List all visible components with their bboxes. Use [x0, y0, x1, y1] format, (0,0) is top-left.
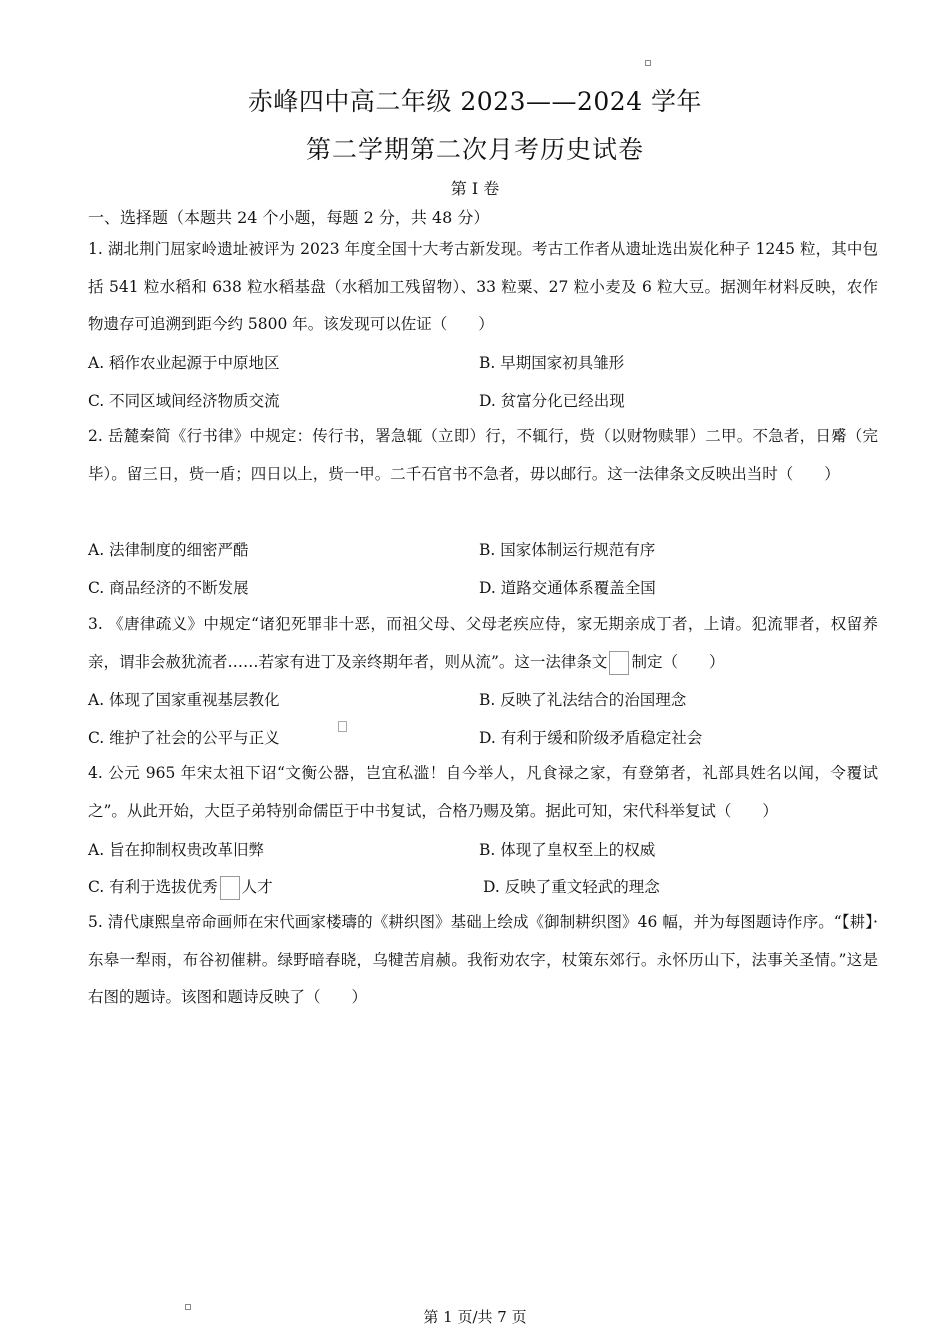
question-4-option-c[interactable] [88, 875, 273, 900]
question-1-option-d[interactable]: D. 贫富分化已经出现 [479, 392, 625, 410]
question-3-option-b[interactable]: B. 反映了礼法结合的治国理念 [479, 691, 687, 709]
question-1-option-b[interactable]: B. 早期国家初具雏形 [479, 354, 625, 372]
scan-artifact-mark [645, 60, 651, 66]
scan-artifact-box [338, 721, 347, 732]
question-2-stem: 2. 岳麓秦简《行书律》中规定：传行书，署急辄（立即）行，不辄行，赀（以财物赎罪）二甲。不急者，日觱（完毕）。留三日，赀一盾；四日以上，赀一甲。二千石官书不急者，毋以邮行。这一法律条文反映出当时（ ） [88, 427, 878, 483]
question-4-option-b[interactable]: B. 体现了皇权至上的权威 [479, 841, 656, 859]
question-3-stem-tail: 制定（ ） [631, 652, 725, 671]
question-4-stem: 4. 公元 965 年宋太祖下诏“文衡公器，岂宜私滥！自今举人，凡食禄之家，有登第者，礼部具姓名以闻，令覆试之”。从此开始，大臣子弟特别命儒臣于中书复试，合格乃赐及第。据此可知，宋代科举复试（ ） [88, 764, 878, 820]
question-2-option-a[interactable]: A. 法律制度的细密严酷 [88, 541, 249, 559]
question-4-option-a[interactable]: A. 旨在抑制权贵改革旧弊 [88, 841, 265, 859]
page-number: 第 1 页/共 7 页 [423, 1308, 527, 1326]
question-4-option-c-text: C. 有利于选拔优秀 [88, 878, 218, 896]
question-1-stem: 1. 湖北荆门屈家岭遗址被评为 2023 年度全国十大考古新发现。考古工作者从遗址选出炭化种子 1245 粒，其中包括 541 粒水稻和 638 粒水稻基盘（水稻加工残留物）、33 粒粟、27 粒小麦及 6 粒大豆。据测年材料反映，农作物遗存可追溯到距今约 5800 年。该发现可以佐证（ ） [88, 240, 878, 333]
question-3-stem-text: 3. 《唐律疏义》中规定“诸犯死罪非十恶，而祖父母、父母老疾应侍，家无期亲成丁者，上请。犯流罪者，权留养亲，谓非会赦犹流者……若家有进丁及亲终期年者，则从流”。这一法律条文 [88, 615, 878, 671]
question-3-option-c[interactable]: C. 维护了社会的公平与正义 [88, 729, 280, 747]
question-5-stem: 5. 清代康熙皇帝命画师在宋代画家楼璹的《耕织图》基础上绘成《御制耕织图》46 幅，并为每图题诗作序。“【耕】·东皋一犁雨，布谷初催耕。绿野暗春晓，乌犍苦肩赪。我衔劝农字，杖策东郊行。永怀历山下，法事关圣情。”这是右图的题诗。该图和题诗反映了（ ） [88, 913, 878, 1006]
question-2-option-b[interactable]: B. 国家体制运行规范有序 [479, 541, 656, 559]
question-3-option-d[interactable]: D. 有利于缓和阶级矛盾稳定社会 [479, 729, 703, 747]
section-heading: 一、选择题（本题共 24 个小题，每题 2 分，共 48 分） [88, 208, 490, 227]
placeholder-box [609, 651, 629, 675]
volume-label: 第 I 卷 [450, 179, 500, 198]
question-2-option-d[interactable]: D. 道路交通体系覆盖全国 [479, 579, 656, 597]
question-3-stem [88, 606, 878, 681]
question-4-option-c-tail: 人才 [241, 878, 273, 896]
question-2-option-c[interactable]: C. 商品经济的不断发展 [88, 579, 249, 597]
exam-title-line2: 第二学期第二次月考历史试卷 [305, 135, 644, 164]
question-4-option-d[interactable]: D. 反映了重文轻武的理念 [483, 878, 660, 896]
exam-title-line1: 赤峰四中高二年级 2023——2024 学年 [247, 87, 703, 116]
question-1-option-c[interactable]: C. 不同区域间经济物质交流 [88, 392, 280, 410]
question-1-option-a[interactable]: A. 稻作农业起源于中原地区 [88, 354, 280, 372]
placeholder-box [220, 876, 240, 900]
question-3-option-a[interactable]: A. 体现了国家重视基层教化 [88, 691, 280, 709]
